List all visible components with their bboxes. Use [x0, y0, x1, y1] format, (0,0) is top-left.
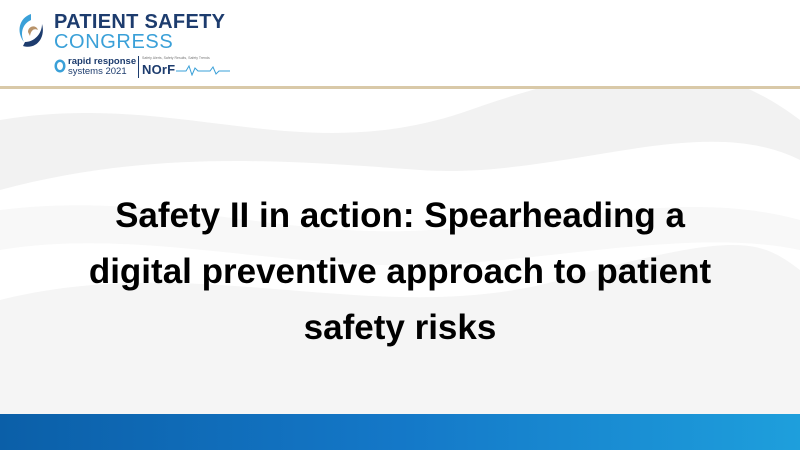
- rrs-label-line1: rapid response: [68, 56, 137, 67]
- logo-title-line2: CONGRESS: [54, 31, 174, 53]
- norf-logo-text: NOrF: [142, 62, 176, 77]
- congress-logo: [14, 10, 234, 80]
- norf-tagline: Safety Alerts, Safety Results, Safety Trends: [142, 56, 210, 60]
- partner-divider: [138, 56, 139, 78]
- header-divider: [0, 86, 800, 89]
- header: [0, 0, 800, 86]
- rrs-label-line2: systems 2021: [68, 66, 127, 77]
- patient-safety-swirl-icon: [14, 12, 48, 52]
- slide-title: Safety II in action: Spearheading a digital preventive approach to patient safety risks: [88, 196, 712, 347]
- partner-logos: [54, 56, 232, 80]
- rrs-drop-icon: [54, 59, 66, 73]
- footer-bar: [0, 414, 800, 450]
- heartbeat-wave-icon: [176, 64, 230, 76]
- logo-title-line1: PATIENT SAFETY: [54, 11, 226, 33]
